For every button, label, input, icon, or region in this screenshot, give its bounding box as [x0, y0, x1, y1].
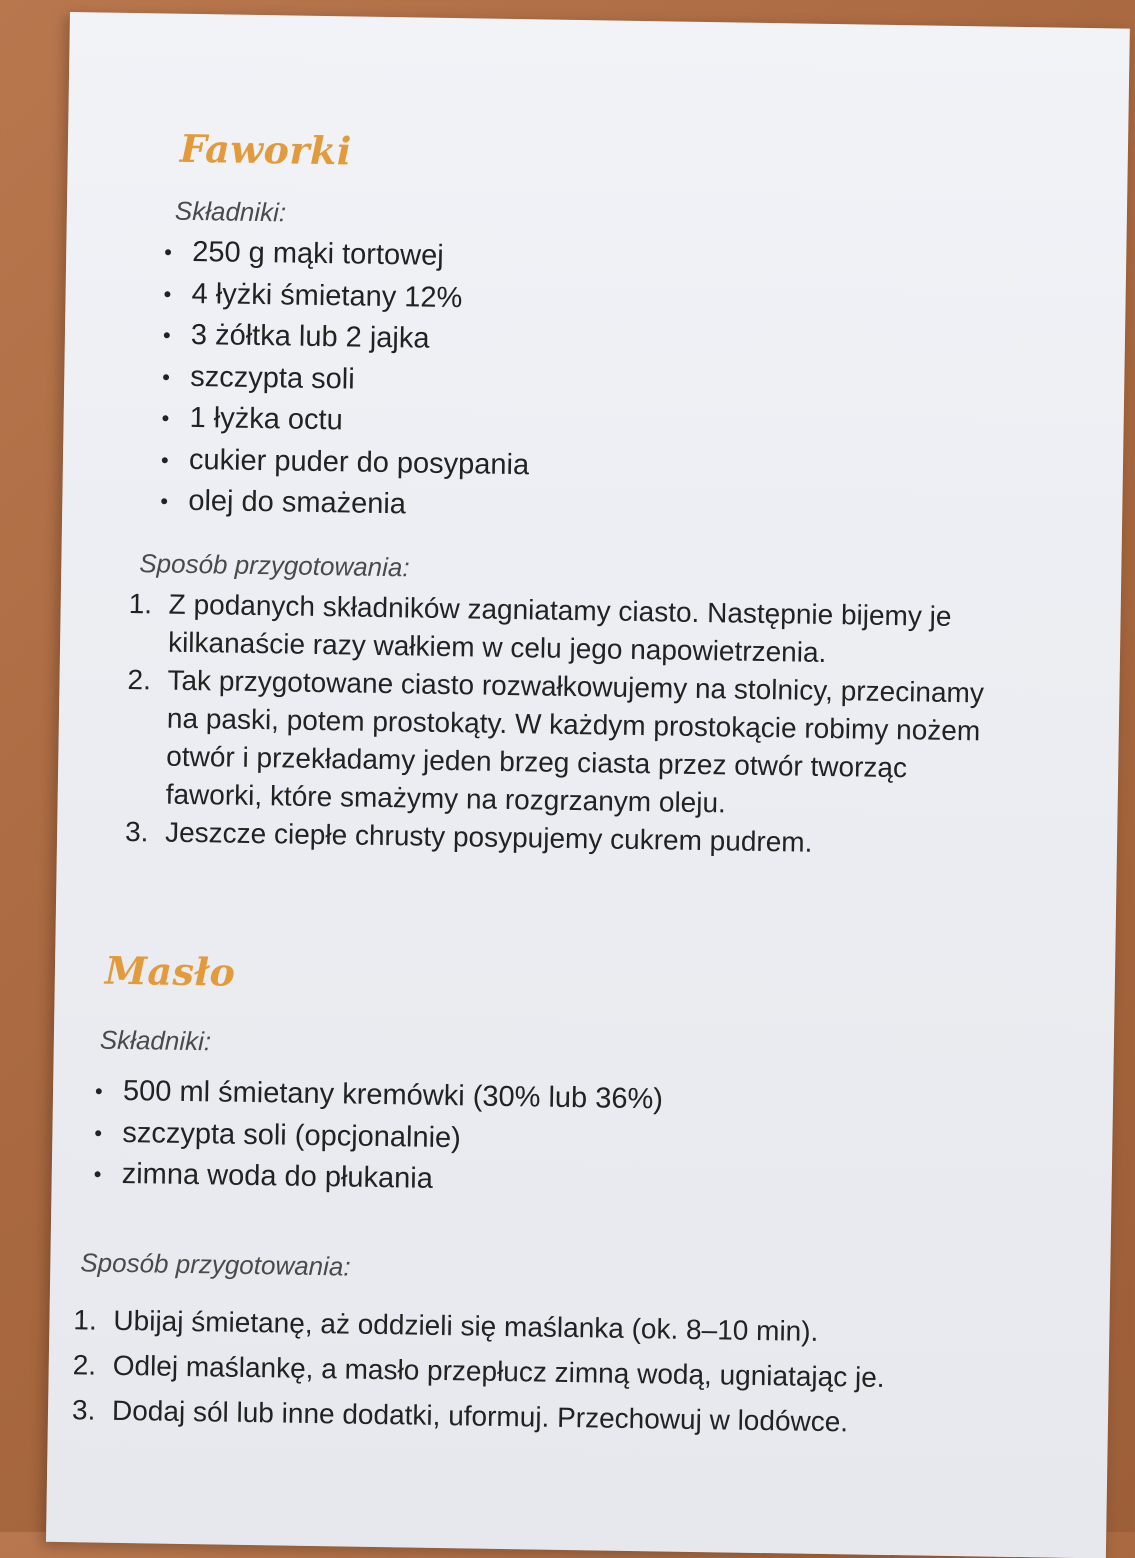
bullet-icon: • — [160, 446, 169, 473]
step-text: Z podanych składników zagniatamy ciasto. Następnie bijemy je kilkanaście razy wałkiem w celu jego napowietrzenia. — [167, 588, 952, 668]
method-label: Sposób przygotowania: — [139, 548, 410, 583]
recipe-title: Masło — [104, 947, 236, 995]
list-item — [160, 480, 529, 527]
step-number: 3. — [71, 1394, 96, 1426]
step-number: 1. — [128, 587, 153, 620]
ingredients-list — [93, 1071, 663, 1204]
list-item — [93, 1154, 662, 1204]
steps-list — [125, 585, 999, 865]
step-item — [125, 661, 997, 827]
bullet-icon: • — [160, 488, 169, 514]
list-item — [164, 232, 533, 279]
bullet-icon: • — [162, 363, 171, 390]
ingredient-text: 1 łyżka octu — [189, 401, 344, 437]
bullet-icon: • — [162, 322, 171, 348]
ingredients-label: Składniki: — [99, 1024, 212, 1057]
list-item — [161, 397, 530, 444]
bullet-icon: • — [161, 405, 170, 431]
step-text: Dodaj sól lub inne dodatki, uformuj. Przechowuj w lodówce. — [111, 1394, 849, 1438]
ingredient-text: zimna woda do płukania — [121, 1157, 434, 1195]
method-label: Sposób przygotowania: — [80, 1247, 351, 1282]
ingredient-text: olej do smażenia — [188, 484, 407, 521]
step-number: 3. — [124, 815, 149, 848]
list-item — [162, 356, 531, 403]
bullet-icon: • — [164, 239, 173, 265]
bullet-icon: • — [94, 1078, 103, 1104]
ingredient-text: 4 łyżki śmietany 12% — [191, 277, 463, 314]
ingredient-text: 500 ml śmietany kremówki (30% lub 36%) — [122, 1074, 664, 1116]
step-number: 2. — [127, 663, 152, 696]
ingredient-text: cukier puder do posypania — [188, 443, 530, 481]
step-text: Jeszcze ciepłe chrusty posypujemy cukrem pudrem. — [164, 816, 813, 858]
bullet-icon: • — [94, 1120, 103, 1146]
bullet-icon: • — [93, 1161, 102, 1187]
bullet-icon: • — [163, 281, 172, 307]
step-text: Ubijaj śmietanę, aż oddzieli się maślanka (ok. 8–10 min). — [113, 1304, 819, 1347]
step-number: 1. — [73, 1304, 98, 1336]
ingredients-list — [160, 232, 533, 528]
recipe-title: Faworki — [179, 125, 353, 174]
steps-list — [72, 1297, 974, 1446]
ingredient-text: 3 żółtka lub 2 jajka — [190, 318, 430, 355]
step-text: Tak przygotowane ciasto rozwałkowujemy na stolnicy, przecinamy na paski, potem prostokąty. W każdym prostokącie robimy nożem otwór i przekładamy jeden brzeg ciasta przez otwór tworząc faworki, które smażymy na rozgrzanym oleju. — [165, 664, 985, 819]
step-number: 2. — [72, 1349, 97, 1381]
ingredient-text: szczypta soli — [190, 360, 355, 396]
list-item — [161, 439, 530, 486]
ingredient-text: 250 g mąki tortowej — [191, 235, 444, 272]
list-item — [163, 315, 532, 362]
list-item — [163, 273, 532, 320]
step-item — [128, 585, 999, 675]
step-text: Odlej maślankę, a masło przepłucz zimną wodą, ugniatając je. — [112, 1349, 885, 1393]
recipe-faworki — [70, 12, 1130, 858]
ingredients-label: Składniki: — [174, 195, 287, 228]
recipe-sheet — [46, 12, 1130, 1558]
ingredient-text: szczypta soli (opcjonalnie) — [122, 1116, 462, 1154]
